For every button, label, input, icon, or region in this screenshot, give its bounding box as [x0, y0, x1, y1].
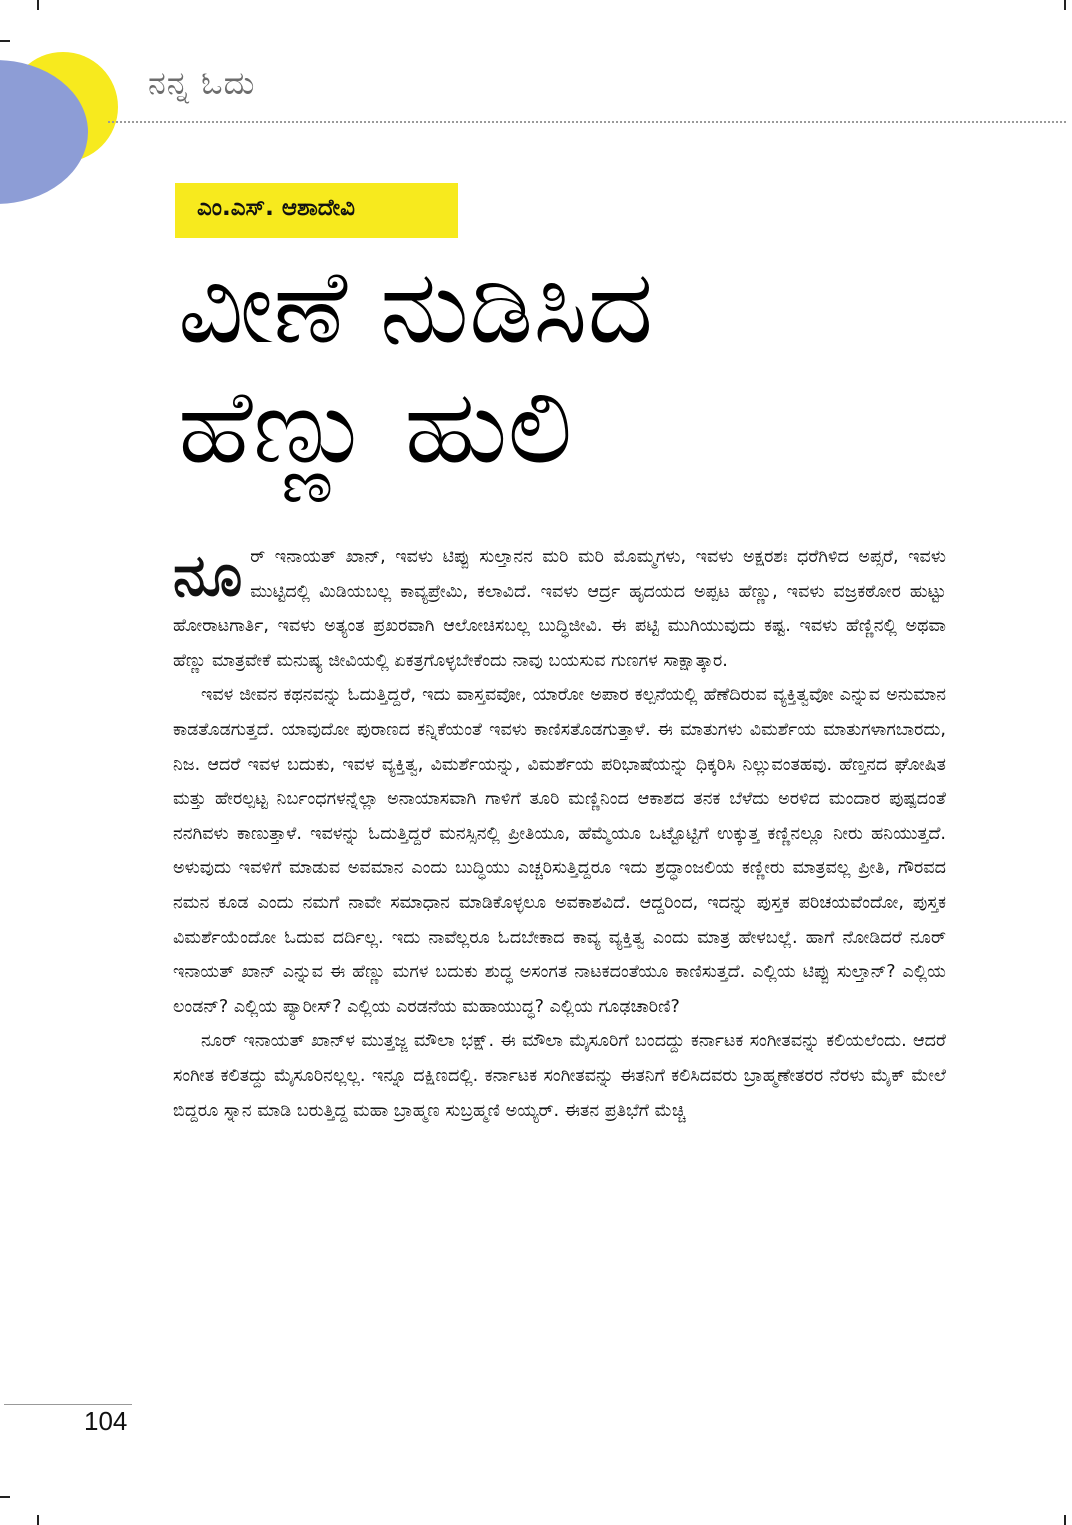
headline-line-2: ಹೆಣ್ಣು ಹುಲಿ	[178, 368, 573, 487]
author-name: ಎಂ.ಎಸ್. ಆಶಾದೇವಿ	[197, 195, 356, 221]
article-headline	[178, 248, 938, 488]
paragraph-3: ನೂರ್ ಇನಾಯತ್ ಖಾನ್‌ಳ ಮುತ್ತಜ್ಜ ಮೌಲಾ ಭಕ್ಷ್. ಈ ಮೌಲಾ ಮೈಸೂರಿಗೆ ಬಂದದ್ದು ಕರ್ನಾಟಕ ಸಂಗೀತವನ್ನು ಕಲಿಯಲೆಂದು. ಆದರೆ ಸಂಗೀತ ಕಲಿತದ್ದು ಮೈಸೂರಿನಲ್ಲಲ್ಲ. ಇನ್ನೂ ದಕ್ಷಿಣದಲ್ಲಿ. ಕರ್ನಾಟಕ ಸಂಗೀತವನ್ನು ಈತನಿಗೆ ಕಲಿಸಿದವರು ಬ್ರಾಹ್ಮಣೇತರರ ನೆರಳು ಮೈಕ್ ಮೇಲೆ ಬಿದ್ದರೂ ಸ್ನಾನ ಮಾಡಿ ಬರುತ್ತಿದ್ದ ಮಹಾ ಬ್ರಾಹ್ಮಣ ಸುಬ್ರಹ್ಮಣಿ ಅಯ್ಯರ್. ಈತನ ಪ್ರತಿಭೆಗೆ ಮೆಚ್ಚಿ	[173, 1031, 946, 1121]
section-title: ನನ್ನ ಓದು	[148, 64, 256, 102]
crop-mark	[1064, 1515, 1066, 1525]
crop-mark	[1064, 0, 1066, 10]
paragraph-1-text: ರ್ ಇನಾಯತ್ ಖಾನ್, ಇವಳು ಟಿಪ್ಪು ಸುಲ್ತಾನನ ಮರಿ ಮರಿ ಮೊಮ್ಮಗಳು, ಇವಳು ಅಕ್ಷರಶಃ ಧರೆಗಿಳಿದ ಅಪ್ಸರೆ, ಇವಳು ಮುಟ್ಟಿದಲ್ಲಿ ಮಿಡಿಯಬಲ್ಲ ಕಾವ್ಯಪ್ರೇಮಿ, ಕಲಾವಿದೆ. ಇವಳು ಆರ್ದ್ರ ಹೃದಯದ ಅಪ್ಪಟ ಹೆಣ್ಣು, ಇವಳು ವಜ್ರಕಠೋರ ಹುಟ್ಟು ಹೋರಾಟಗಾರ್ತಿ, ಇವಳು ಅತ್ಯಂತ ಪ್ರಖರವಾಗಿ ಆಲೋಚಿಸಬಲ್ಲ ಬುದ್ಧಿಜೀವಿ. ಈ ಪಟ್ಟಿ ಮುಗಿಯುವುದು ಕಷ್ಟ. ಇವಳು ಹೆಣ್ಣಿನಲ್ಲಿ ಅಥವಾ ಹೆಣ್ಣು ಮಾತ್ರವೇಕೆ ಮನುಷ್ಯ ಜೀವಿಯಲ್ಲಿ ಏಕತ್ರಗೊಳ್ಳಬೇಕೆಂದು ನಾವು ಬಯಸುವ ಗುಣಗಳ ಸಾಕ್ಷಾತ್ಕಾರ.	[173, 547, 946, 671]
page-number: 104	[84, 1406, 128, 1436]
paragraph	[173, 540, 946, 678]
headline-line-1: ವೀಣೆ ನುಡಿಸಿದ	[178, 248, 654, 367]
paragraph-2: ಇವಳ ಜೀವನ ಕಥನವನ್ನು ಓದುತ್ತಿದ್ದರೆ, ಇದು ವಾಸ್ತವವೋ, ಯಾರೋ ಅಪಾರ ಕಲ್ಪನೆಯಲ್ಲಿ ಹೆಣೆದಿರುವ ವ್ಯಕ್ತಿತ್ವವೋ ಎನ್ನುವ ಅನುಮಾನ ಕಾಡತೊಡಗುತ್ತದೆ. ಯಾವುದೋ ಪುರಾಣದ ಕನ್ನಿಕೆಯಂತೆ ಇವಳು ಕಾಣಿಸತೊಡಗುತ್ತಾಳೆ. ಈ ಮಾತುಗಳು ವಿಮರ್ಶೆಯ ಮಾತುಗಳಾಗಬಾರದು, ನಿಜ. ಆದರೆ ಇವಳ ಬದುಕು, ಇವಳ ವ್ಯಕ್ತಿತ್ವ, ವಿಮರ್ಶೆಯನ್ನು, ವಿಮರ್ಶೆಯ ಪರಿಭಾಷೆಯನ್ನು ಧಿಕ್ಕರಿಸಿ ನಿಲ್ಲುವಂತಹವು. ಹೆಣ್ತನದ ಘೋಷಿತ ಮತ್ತು ಹೇರಲ್ಪಟ್ಟ ನಿರ್ಬಂಧಗಳನ್ನೆಲ್ಲಾ ಅನಾಯಾಸವಾಗಿ ಗಾಳಿಗೆ ತೂರಿ ಮಣ್ಣಿನಿಂದ ಆಕಾಶದ ತನಕ ಬೆಳೆದು ಅರಳಿದ ಮಂದಾರ ಪುಷ್ಪದಂತೆ ನನಗಿವಳು ಕಾಣುತ್ತಾಳೆ. ಇವಳನ್ನು ಓದುತ್ತಿದ್ದರೆ ಮನಸ್ಸಿನಲ್ಲಿ ಪ್ರೀತಿಯೂ, ಹೆಮ್ಮೆಯೂ ಒಟ್ಟೊಟ್ಟಿಗೆ ಉಕ್ಕುತ್ತ ಕಣ್ಣಿನಲ್ಲೂ ನೀರು ಹನಿಯುತ್ತದೆ. ಅಳುವುದು ಇವಳಿಗೆ ಮಾಡುವ ಅವಮಾನ ಎಂದು ಬುದ್ಧಿಯು ಎಚ್ಚರಿಸುತ್ತಿದ್ದರೂ ಇದು ಶ್ರದ್ಧಾಂಜಲಿಯ ಕಣ್ಣೀರು ಮಾತ್ರವಲ್ಲ ಪ್ರೀತಿ, ಗೌರವದ ನಮನ ಕೂಡ ಎಂದು ನಮಗೆ ನಾವೇ ಸಮಾಧಾನ ಮಾಡಿಕೊಳ್ಳಲೂ ಅವಕಾಶವಿದೆ. ಆದ್ದರಿಂದ, ಇದನ್ನು ಪುಸ್ತಕ ಪರಿಚಯವೆಂದೋ, ಪುಸ್ತಕ ವಿಮರ್ಶೆಯೆಂದೋ ಓದುವ ದರ್ದಿಲ್ಲ. ಇದು ನಾವೆಲ್ಲರೂ ಓದಬೇಕಾದ ಕಾವ್ಯ ವ್ಯಕ್ತಿತ್ವ ಎಂದು ಮಾತ್ರ ಹೇಳಬಲ್ಲೆ. ಹಾಗೆ ನೋಡಿದರೆ ನೂರ್ ಇನಾಯತ್ ಖಾನ್ ಎನ್ನುವ ಈ ಹೆಣ್ಣು ಮಗಳ ಬದುಕು ಶುದ್ಧ ಅಸಂಗತ ನಾಟಕದಂತೆಯೂ ಕಾಣಿಸುತ್ತದೆ. ಎಲ್ಲಿಯ ಟಿಪ್ಪು ಸುಲ್ತಾನ್? ಎಲ್ಲಿಯ ಲಂಡನ್? ಎಲ್ಲಿಯ ಪ್ಯಾರೀಸ್? ಎಲ್ಲಿಯ ಎರಡನೆಯ ಮಹಾಯುದ್ಧ? ಎಲ್ಲಿಯ ಗೂಢಚಾರಿಣಿ?	[173, 685, 946, 1017]
header-dotted-divider	[108, 121, 1066, 123]
author-tag	[175, 183, 458, 238]
crop-mark	[0, 40, 10, 42]
crop-mark	[0, 1496, 10, 1498]
crop-mark	[37, 1515, 39, 1525]
drop-cap: ನೂ	[173, 541, 243, 609]
page-number-rule	[4, 1404, 132, 1405]
crop-mark	[37, 0, 39, 10]
article-body	[173, 540, 946, 1128]
